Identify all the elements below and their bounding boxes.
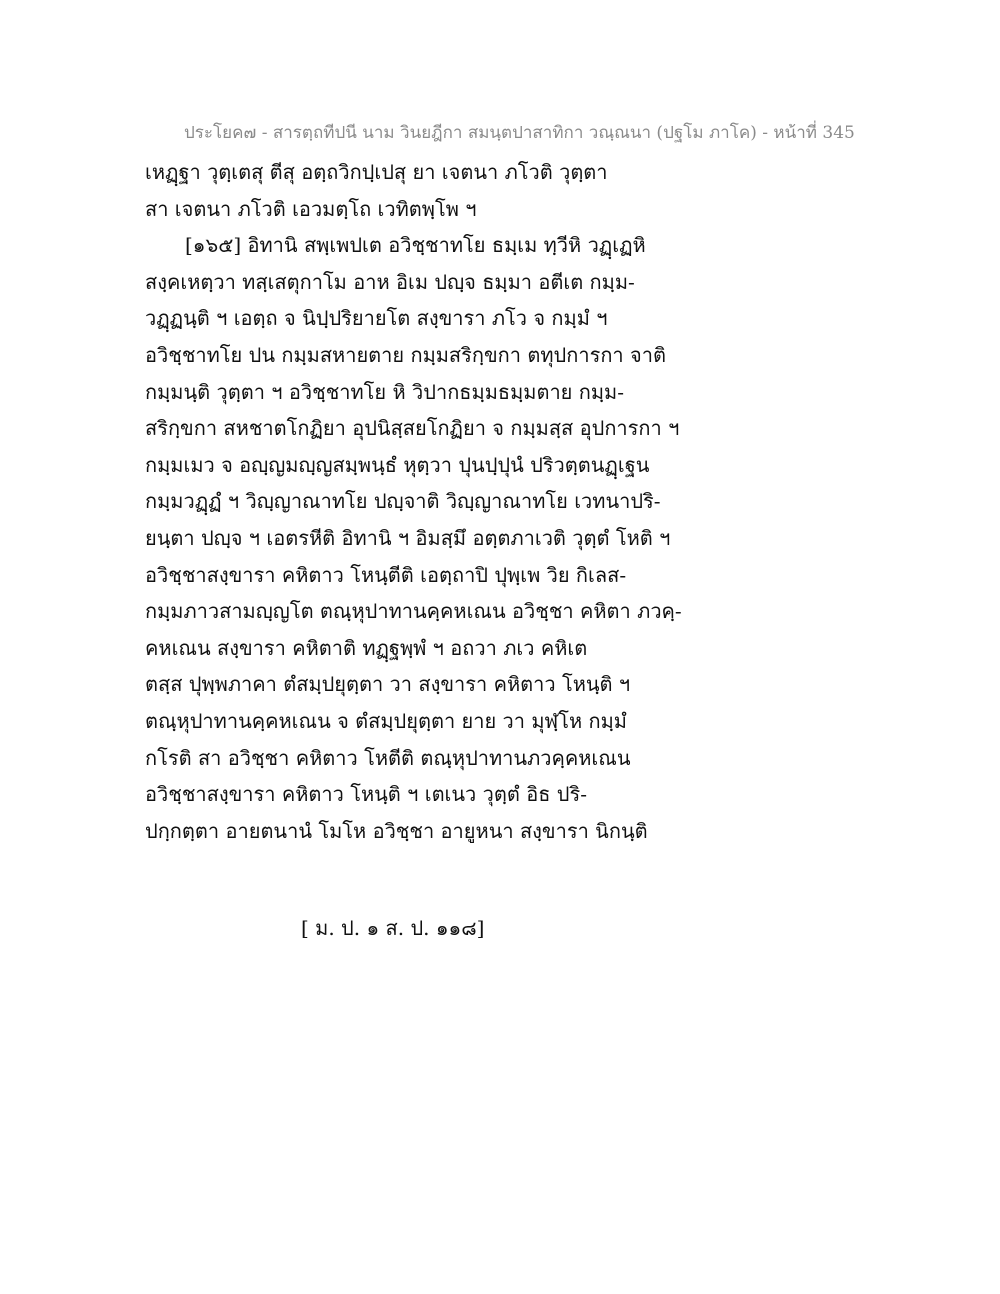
text-line: อวิชฺชาสงฺขารา คหิตาว โหนฺตีติ เอตฺถาปิ ปุพฺเพ วิย กิเลส- [145,562,627,587]
running-header: ประโยค๗ - สารตฺถทีปนี นาม วินยฎีกา สมนฺตปาสาทิกา วณฺณนา (ปฐโม ภาโค) - หน้าที่ 345 [184,123,855,143]
text-line: กโรติ สา อวิชฺชา คหิตาว โหตีติ ตณฺหุปาทานภวคฺคหเณน [145,745,631,770]
text-line: ตสฺส ปุพฺพภาคา ตํสมฺปยุตฺตา วา สงฺขารา คหิตาว โหนฺติ ฯ [145,672,631,697]
text-line: กมฺมวฏฺฏํ ฯ วิญฺญาณาทโย ปญฺจาติ วิญฺญาณาทโย เวทนาปริ- [145,489,661,514]
text-line: สา เจตนา ภโวติ เอวมตฺโถ เวทิตพฺโพ ฯ [145,196,477,221]
text-line: กมฺมเมว จ อญฺญมญฺญสมฺพนฺธํ หุตฺวา ปุนปฺปุนํ ปริวตฺตนฏฺเฐน [145,452,650,477]
text-line: ยนฺตา ปญฺจ ฯ เอตรหีติ อิทานิ ฯ อิมสฺมึ อตฺตภาเวติ วุตฺตํ โหติ ฯ [145,525,671,550]
text-line: เหฏฺฐา วุตฺเตสุ ตีสุ อตฺถวิกปฺเปสุ ยา เจตนา ภโวติ วุตฺตา [145,160,608,184]
text-line: วฏฺฏนฺติ ฯ เอตฺถ จ นิปฺปริยายโต สงฺขารา ภโว จ กมฺมํ ฯ [145,306,608,331]
text-line: กมฺมนฺติ วุตฺตา ฯ อวิชฺชาทโย หิ วิปากธมฺมธมฺมตาย กมฺม- [145,379,624,404]
text-line: ตณฺหุปาทานคฺคหเณน จ ตํสมฺปยุตฺตา ยาย วา มุฬฺโห กมฺมํ [145,708,627,733]
text-line: สงฺคเหตฺวา ทสฺเสตุกาโม อาห อิเม ปญฺจ ธมฺมา อตีเต กมฺม- [145,269,635,294]
text-line: สริกฺขกา สหชาตโกฏิยา อุปนิสฺสยโกฏิยา จ กมฺมสฺส อุปการกา ฯ [145,416,680,441]
paragraph-start-line: [๑๖๕] อิทานิ สพฺเพปเต อวิชฺชาทโย ธมฺเม ทฺวีหิ วฏฺเฏหิ [185,233,646,258]
text-line: ปกฺกตฺตา อายตนานํ โมโห อวิชฺชา อายูหนา สงฺขารา นิกนฺติ [145,818,648,843]
body-text [145,154,705,849]
text-line: กมฺมภาวสามญฺญโต ตณฺหุปาทานคฺคหเณน อวิชฺชา คหิตา ภวคฺ- [145,599,682,624]
text-line: คหเณน สงฺขารา คหิตาติ ทฏฺฐพฺพํ ฯ อถวา ภเว คหิเต [145,635,588,660]
text-line: อวิชฺชาทโย ปน กมฺมสหายตาย กมฺมสริกฺขกา ตทุปการกา จาติ [145,342,666,367]
text-line: อวิชฺชาสงฺขารา คหิตาว โหนฺติ ฯ เตเนว วุตฺตํ อิธ ปริ- [145,782,587,807]
source-reference: [ ม. ป. ๑ ส. ป. ๑๑๘] [301,916,485,940]
